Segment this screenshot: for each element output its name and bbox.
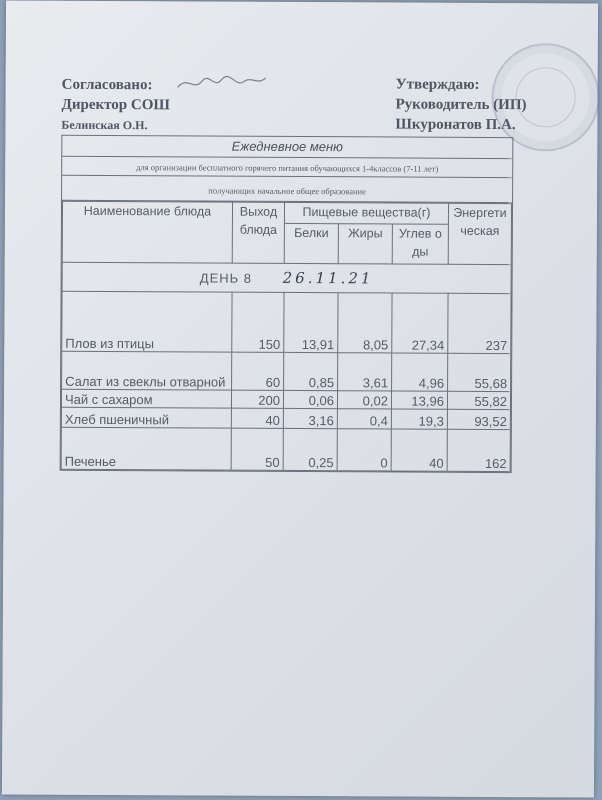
dish-output: 150 [232,292,284,352]
dish-name: Хлеб пшеничный [61,407,231,428]
menu-subtitle-line2: получающих начальное общее образование [208,185,366,197]
agreed-label: Согласовано: [61,76,153,94]
menu-subtitle-2 [62,176,512,203]
table-row [61,407,510,429]
menu-subtitle [62,157,512,178]
day-label: ДЕНЬ 8 [199,270,253,286]
dish-protein: 0,85 [284,352,338,390]
dish-protein: 13,91 [284,292,338,352]
menu-subtitle-line1: для организации бесплатного горячего питания обучающихся 1-4классов (7-11 лет) [136,162,439,174]
dish-energy: 55,68 [448,353,511,391]
dish-fat: 8,05 [338,293,392,353]
dish-name: Салат из свеклы отварной [62,351,232,390]
menu-title: Ежедневное меню [62,136,512,159]
day-row [62,262,511,293]
dish-name: Печенье [61,427,231,470]
dish-output: 50 [231,428,283,470]
dish-output: 200 [231,390,283,408]
dish-fat: 0 [337,429,391,471]
dish-name: Чай с сахаром [61,389,231,408]
approve-label: Утверждаю: [395,76,480,93]
signature-icon [174,71,270,96]
day-date: 26.11.21 [282,268,374,288]
dish-carbs: 27,34 [392,293,448,353]
day-cell [62,262,511,293]
dish-protein: 0,25 [283,428,337,470]
menu-table [61,201,512,472]
table-row [61,427,510,471]
dish-fat: 0,4 [337,409,391,429]
dish-name: Плов из птицы [62,291,232,352]
dish-carbs: 40 [391,429,447,471]
dish-carbs: 13,96 [391,391,447,409]
dish-protein: 3,16 [283,408,337,428]
director-name: Белинская О.Н. [61,117,148,133]
col-protein-header: Белки [284,223,338,264]
dish-output: 60 [232,352,284,390]
stamp-icon [491,43,600,152]
head-title: Руководитель (ИП) [395,96,527,114]
dish-energy: 93,52 [447,409,510,429]
dish-protein: 0,06 [283,390,337,408]
dish-energy: 237 [448,293,511,353]
head-name: Шкуронатов П.А. [395,116,516,134]
table-row [62,291,511,353]
dish-carbs: 4,96 [392,353,448,391]
document-sheet [2,0,598,797]
table-row [62,351,511,391]
dish-fat: 3,61 [338,353,392,391]
dish-output: 40 [231,408,283,428]
menu-table-container [60,135,514,473]
col-energy-header: Энергетическая [448,203,511,264]
table-row [61,389,510,409]
col-carbs-header: Углев оды [392,224,448,265]
dish-carbs: 19,3 [391,409,447,429]
dish-fat: 0,02 [337,391,391,409]
dish-energy: 55,82 [447,391,510,409]
col-fat-header: Жиры [338,223,392,264]
director-title: Директор СОШ [61,96,170,114]
approval-block-left [61,75,170,136]
dish-energy: 162 [447,429,510,471]
col-output-header: Выход блюда [232,202,284,263]
col-nutrients-header: Пищевые вещества(г) [284,202,448,224]
col-dish-header: Наименование блюда [62,201,232,263]
